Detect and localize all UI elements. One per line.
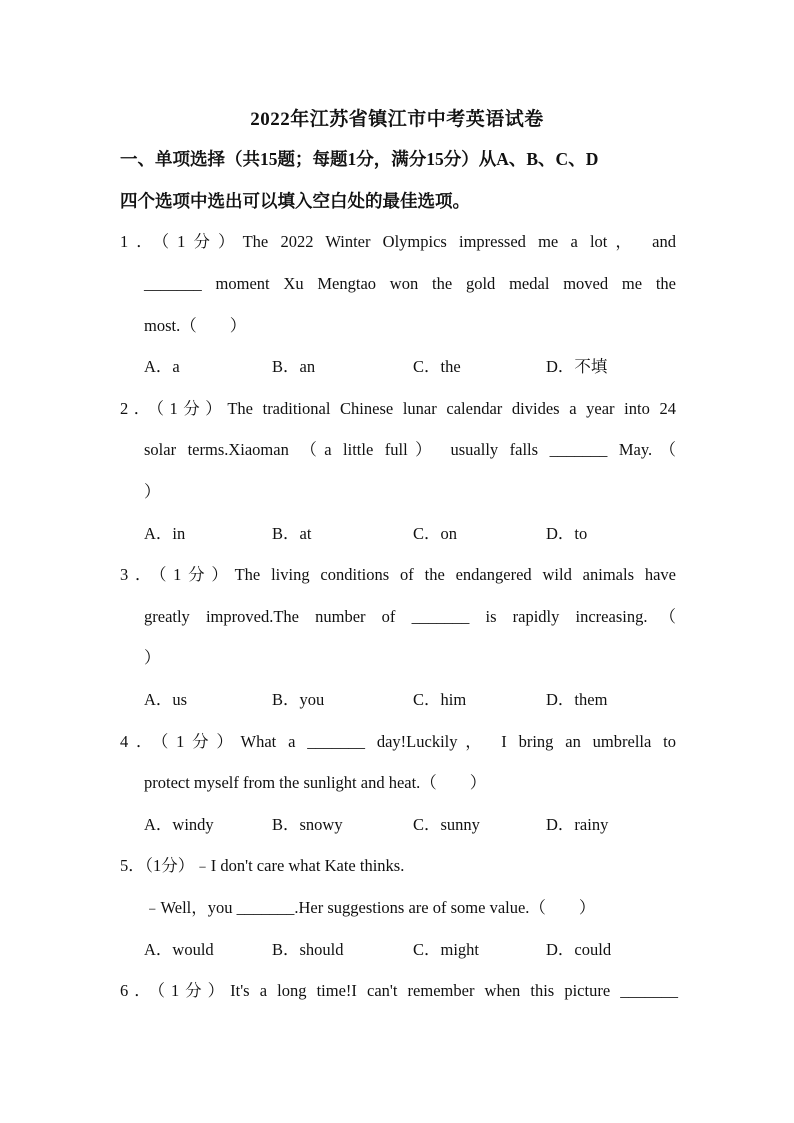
- option-d[interactable]: D．to: [546, 524, 588, 543]
- option-a[interactable]: A．a: [144, 357, 180, 376]
- option-a[interactable]: A．us: [144, 690, 188, 709]
- question-2-options: [144, 522, 684, 546]
- question-4-line-2: protect myself from the sunlight and heat.（ ）: [144, 773, 487, 792]
- option-a[interactable]: A．windy: [144, 815, 214, 834]
- question-1-line-2: _______ moment Xu Mengtao won the gold medal moved me the: [144, 274, 676, 293]
- question-2-line-3: ）: [144, 482, 161, 501]
- question-5-options: [144, 938, 684, 962]
- section-heading-line2: 四个选项中选出可以填入空白处的最佳选项。: [120, 191, 470, 211]
- exam-title: 2022年江苏省镇江市中考英语试卷: [250, 109, 544, 130]
- option-c[interactable]: C．sunny: [413, 815, 480, 834]
- question-5-line-2: ﹣Well，you _______.Her suggestions are of some value.（ ）: [144, 898, 596, 917]
- option-b[interactable]: B．you: [272, 690, 325, 709]
- option-b[interactable]: B．an: [272, 357, 316, 376]
- option-d[interactable]: D．rainy: [546, 815, 609, 834]
- question-4-options: [144, 813, 684, 837]
- question-3-line-2: greatly improved.The number of _______ is rapidly increasing.（: [144, 607, 676, 626]
- question-2-line-1: 2．（1分）The traditional Chinese lunar calendar divides a year into 24: [120, 399, 676, 418]
- option-d[interactable]: D．could: [546, 940, 612, 959]
- question-1-options: [144, 355, 684, 379]
- option-b[interactable]: B．should: [272, 940, 344, 959]
- question-3-options: [144, 688, 684, 712]
- question-3-line-1: 3．（1分）The living conditions of the endangered wild animals have: [120, 565, 676, 584]
- option-c[interactable]: C．on: [413, 524, 458, 543]
- section-heading-line1: 一、单项选择（共15题；每题1分，满分15分）从A、B、C、D: [120, 149, 599, 169]
- question-5-line-1: 5．（1分）﹣I don't care what Kate thinks.: [120, 856, 405, 875]
- question-1-line-3: most.（ ）: [144, 316, 247, 335]
- option-b[interactable]: B．snowy: [272, 815, 343, 834]
- question-3-line-3: ）: [144, 648, 161, 667]
- question-4-line-1: 4．（1分）What a _______ day!Luckily， I bring an umbrella to: [120, 732, 676, 751]
- option-a[interactable]: A．in: [144, 524, 186, 543]
- option-d[interactable]: D．them: [546, 690, 608, 709]
- option-a[interactable]: A．would: [144, 940, 214, 959]
- option-c[interactable]: C．him: [413, 690, 467, 709]
- option-b[interactable]: B．at: [272, 524, 312, 543]
- question-2-line-2: solar terms.Xiaoman （a little full） usually falls _______ May.（: [144, 440, 676, 459]
- question-1-line-1: 1．（1分）The 2022 Winter Olympics impressed me a lot， and: [120, 232, 676, 251]
- option-d[interactable]: D．不填: [546, 357, 608, 376]
- option-c[interactable]: C．the: [413, 357, 461, 376]
- option-c[interactable]: C．might: [413, 940, 480, 959]
- question-6-line-1: 6．（1分）It's a long time!I can't remember when this picture _______: [120, 981, 678, 1000]
